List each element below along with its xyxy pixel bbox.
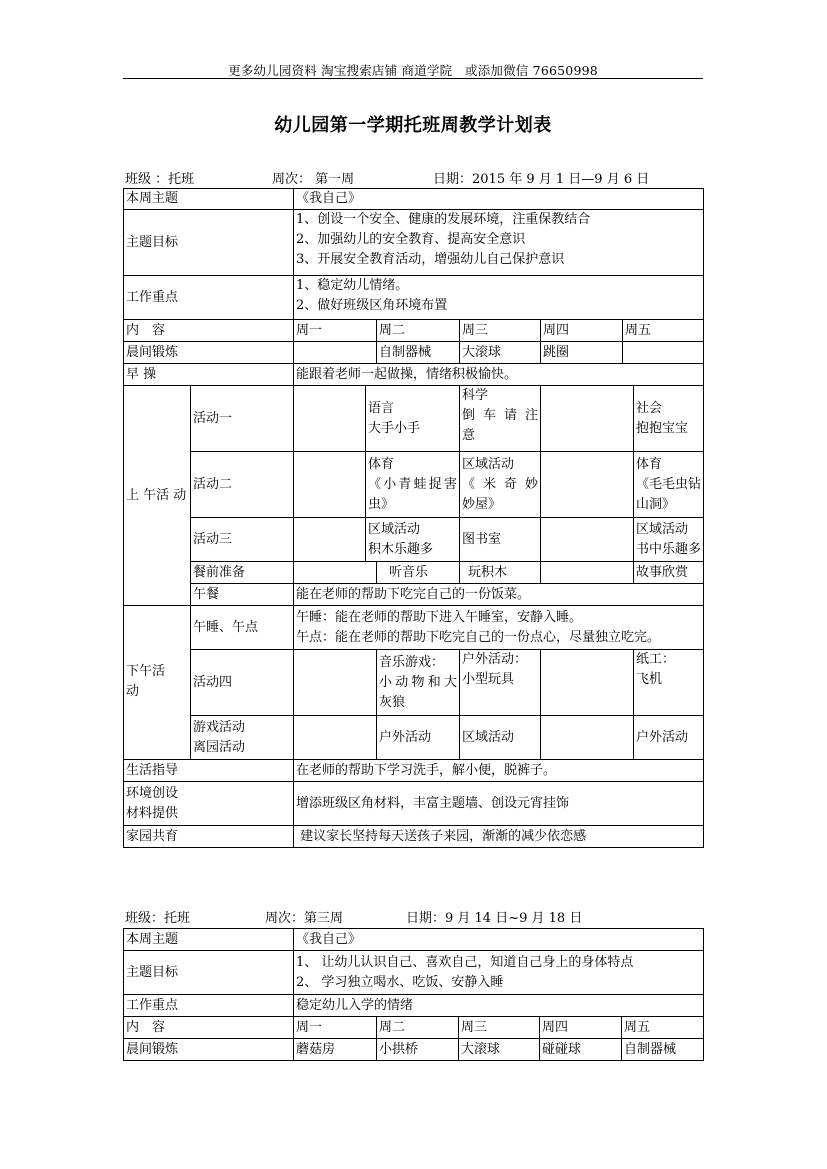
- content-label: 内 容: [124, 320, 294, 342]
- activity1-fri: [634, 386, 704, 452]
- week3-meta: [125, 907, 705, 925]
- table-row: [124, 364, 704, 386]
- table-cell: [541, 716, 634, 760]
- table-cell: 大滚球: [459, 1039, 540, 1061]
- table-cell: 玩积木: [460, 562, 541, 584]
- cell-line: 区域活动: [636, 521, 689, 537]
- header-divider: [123, 78, 703, 79]
- table-row: [124, 386, 704, 452]
- goal-label: 主题目标: [124, 210, 294, 276]
- environment-value: 增添班级区角材料，丰富主题墙、创设元宵挂饰: [294, 782, 704, 826]
- activity3-label: 活动三: [191, 518, 294, 562]
- table-row: [124, 276, 704, 320]
- activity2-wed: [460, 452, 541, 518]
- table-cell: 户外活动: [634, 716, 704, 760]
- cell-line: 户外活动：: [462, 652, 528, 667]
- table-row: [124, 951, 704, 995]
- week1-class: 班级 ：托班: [125, 172, 195, 187]
- table-cell: [541, 650, 634, 716]
- day-header: 周四: [541, 320, 623, 342]
- table-row: [124, 929, 704, 951]
- table-cell: 碰碰球: [540, 1039, 622, 1061]
- am-activities-label: 上 午活 动: [124, 386, 191, 606]
- table-cell: [294, 452, 366, 518]
- theme-value: 《我自己》: [294, 929, 704, 951]
- table-row: [124, 782, 704, 826]
- game-label: [191, 716, 294, 760]
- table-cell: 自制器械: [377, 342, 460, 364]
- table-cell: [294, 386, 366, 452]
- activity1-tue: [366, 386, 460, 452]
- day-header: 周三: [460, 320, 541, 342]
- week1-date: 日期：2015 年 9 月 1 日—9 月 6 日: [433, 172, 650, 187]
- goal-item: 2、加强幼儿的安全教育、提高安全意识: [296, 232, 526, 247]
- cell-line: 环境创设: [126, 785, 179, 801]
- cell-line: 区域活动: [462, 456, 515, 472]
- table-cell: [541, 518, 634, 562]
- table-cell: [294, 650, 377, 716]
- goal-item: 1、创设一个安全、健康的发展环境，注重保教结合: [296, 212, 591, 227]
- table-cell: [541, 452, 634, 518]
- table-cell: [623, 342, 704, 364]
- goal-item: 2、 学习独立喝水、吃饭、安静入睡: [296, 974, 504, 990]
- table-cell: 小拱桥: [377, 1039, 459, 1061]
- activity3-tue: [366, 518, 460, 562]
- page-header: 更多幼儿园资料 淘宝搜索店铺 商道学院 或添加微信 76650998: [228, 63, 598, 78]
- cell-line: 虫》: [368, 496, 395, 512]
- focus-value: 稳定幼儿入学的情绪: [294, 995, 704, 1017]
- week1-plan-table: [123, 188, 704, 848]
- goal-list: [294, 210, 704, 276]
- table-row: [124, 210, 704, 276]
- table-cell: 听音乐: [377, 562, 460, 584]
- day-header: 周二: [377, 1017, 459, 1039]
- morning-exercise-label: 晨间锻炼: [124, 1039, 294, 1061]
- life-guidance-label: 生活指导: [124, 760, 294, 782]
- table-cell: 自制器械: [622, 1039, 704, 1061]
- table-row: [124, 606, 704, 650]
- activity1-wed: [460, 386, 541, 452]
- home-coop-value: 建议家长坚持每天送孩子来园，渐渐的减少依恋感: [294, 826, 704, 848]
- table-cell: 区域活动: [460, 716, 541, 760]
- focus-label: 工作重点: [124, 276, 294, 320]
- table-row: [124, 320, 704, 342]
- cell-line: 纸工：: [636, 652, 676, 667]
- table-row: [124, 584, 704, 606]
- cell-line: 大手小手: [368, 420, 421, 436]
- premeal-label: 餐前准备: [191, 562, 294, 584]
- cell-line: 积木乐趣多: [368, 541, 434, 557]
- activity4-fri: [634, 650, 704, 716]
- table-cell: 户外活动: [377, 716, 460, 760]
- cell-line: 游戏活动: [193, 719, 246, 735]
- table-row: [124, 650, 704, 716]
- week3-class: 班级：托班: [125, 911, 191, 926]
- cell-line: 社会: [636, 400, 663, 416]
- focus-item: 1、稳定幼儿情绪。: [296, 278, 409, 293]
- week3-plan-table: [123, 928, 704, 1061]
- table-row: [124, 716, 704, 760]
- nap-value: [294, 606, 704, 650]
- goal-item: 1、 让幼儿认识自己、喜欢自己，知道自己身上的身体特点: [296, 954, 634, 970]
- goal-list: [294, 951, 704, 995]
- cell-line: 音乐游戏：: [379, 654, 445, 670]
- day-header: 周四: [540, 1017, 622, 1039]
- morning-exercise-label: 晨间锻炼: [124, 342, 294, 364]
- cell-line: 书中乐趣多: [636, 541, 702, 557]
- table-row: [124, 1017, 704, 1039]
- early-exercise-label: 早 操: [124, 364, 294, 386]
- cell-line: 语言: [368, 400, 395, 416]
- cell-line: 妙屋》: [462, 496, 502, 512]
- day-header: 周一: [294, 320, 377, 342]
- activity4-label: 活动四: [191, 650, 294, 716]
- table-cell: [294, 518, 366, 562]
- cell-line: 动: [126, 684, 140, 699]
- goal-label: 主题目标: [124, 951, 294, 995]
- cell-line: 离园活动: [193, 739, 246, 755]
- day-header: 周一: [294, 1017, 377, 1039]
- table-row: [124, 189, 704, 210]
- table-cell: 大滚球: [460, 342, 541, 364]
- cell-line: 体育: [368, 456, 395, 472]
- early-exercise-value: 能跟着老师一起做操，情绪积极愉快。: [294, 364, 704, 386]
- week3-date: 日期：9 月 14 日~9 月 18 日: [406, 911, 583, 926]
- table-row: [124, 826, 704, 848]
- nap-label: 午睡、午点: [191, 606, 294, 650]
- table-cell: [294, 716, 377, 760]
- home-coop-label: 家园共育: [124, 826, 294, 848]
- table-row: [124, 562, 704, 584]
- focus-list: [294, 276, 704, 320]
- table-row: [124, 342, 704, 364]
- content-label: 内 容: [124, 1017, 294, 1039]
- cell-line: 材料提供: [126, 805, 179, 821]
- day-header: 周五: [622, 1017, 704, 1039]
- table-cell: [541, 562, 634, 584]
- focus-item: 2、做好班级区角环境布置: [296, 298, 448, 313]
- cell-line: 意: [462, 428, 476, 443]
- table-cell: 图书室: [460, 518, 541, 562]
- cell-line: 《 米 奇 妙: [462, 476, 538, 492]
- activity3-fri: [634, 518, 704, 562]
- life-guidance-value: 在老师的帮助下学习洗手，解小便，脱裤子。: [294, 760, 704, 782]
- day-header: 周五: [623, 320, 704, 342]
- activity2-tue: [366, 452, 460, 518]
- theme-value: 《我自己》: [294, 189, 704, 210]
- theme-label: 本周主题: [124, 929, 294, 951]
- table-cell: 跳圈: [541, 342, 623, 364]
- table-cell: [294, 342, 377, 364]
- page-title: 幼儿园第一学期托班周教学计划表: [274, 115, 552, 136]
- activity2-label: 活动二: [191, 452, 294, 518]
- cell-line: 倒 车 请 注: [462, 408, 538, 423]
- cell-line: 山洞》: [636, 496, 676, 512]
- cell-line: 抱抱宝宝: [636, 420, 689, 436]
- cell-line: 午点：能在老师的帮助下吃完自己的一份点心，尽量独立吃完。: [296, 629, 661, 645]
- activity4-wed: [460, 650, 541, 716]
- environment-label: [124, 782, 294, 826]
- activity4-tue: [377, 650, 460, 716]
- table-cell: [294, 562, 377, 584]
- table-row: [124, 1039, 704, 1061]
- theme-label: 本周主题: [124, 189, 294, 210]
- cell-line: 飞机: [636, 672, 663, 687]
- cell-line: 区域活动: [368, 521, 421, 537]
- pm-activities-label: [124, 606, 191, 760]
- day-header: 周二: [377, 320, 460, 342]
- goal-item: 3、开展安全教育活动，增强幼儿自己保护意识: [296, 252, 565, 267]
- week1-meta: [125, 168, 705, 186]
- cell-line: 灰狼: [379, 694, 406, 710]
- day-header: 周三: [459, 1017, 540, 1039]
- table-row: [124, 518, 704, 562]
- table-cell: 蘑菇房: [294, 1039, 377, 1061]
- week3-week: 周次：第三周: [265, 911, 344, 926]
- cell-line: 小动物和大: [379, 674, 457, 690]
- lunch-label: 午餐: [191, 584, 294, 606]
- lunch-value: 能在老师的帮助下吃完自己的一份饭菜。: [294, 584, 704, 606]
- table-cell: [541, 386, 634, 452]
- activity1-label: 活动一: [191, 386, 294, 452]
- focus-label: 工作重点: [124, 995, 294, 1017]
- table-row: [124, 995, 704, 1017]
- table-cell: 故事欣赏: [634, 562, 704, 584]
- cell-line: 午睡：能在老师的帮助下进入午睡室，安静入睡。: [296, 609, 583, 625]
- week1-week: 周次： 第一周: [272, 172, 355, 187]
- cell-line: 下午活: [126, 664, 166, 679]
- cell-line: 《小青蛙捉害: [368, 476, 457, 492]
- cell-line: 小型玩具: [462, 672, 515, 687]
- table-row: [124, 452, 704, 518]
- table-row: [124, 760, 704, 782]
- cell-line: 《毛毛虫钻: [636, 476, 702, 492]
- activity2-fri: [634, 452, 704, 518]
- cell-line: 科学: [462, 388, 489, 403]
- cell-line: 体育: [636, 456, 663, 472]
